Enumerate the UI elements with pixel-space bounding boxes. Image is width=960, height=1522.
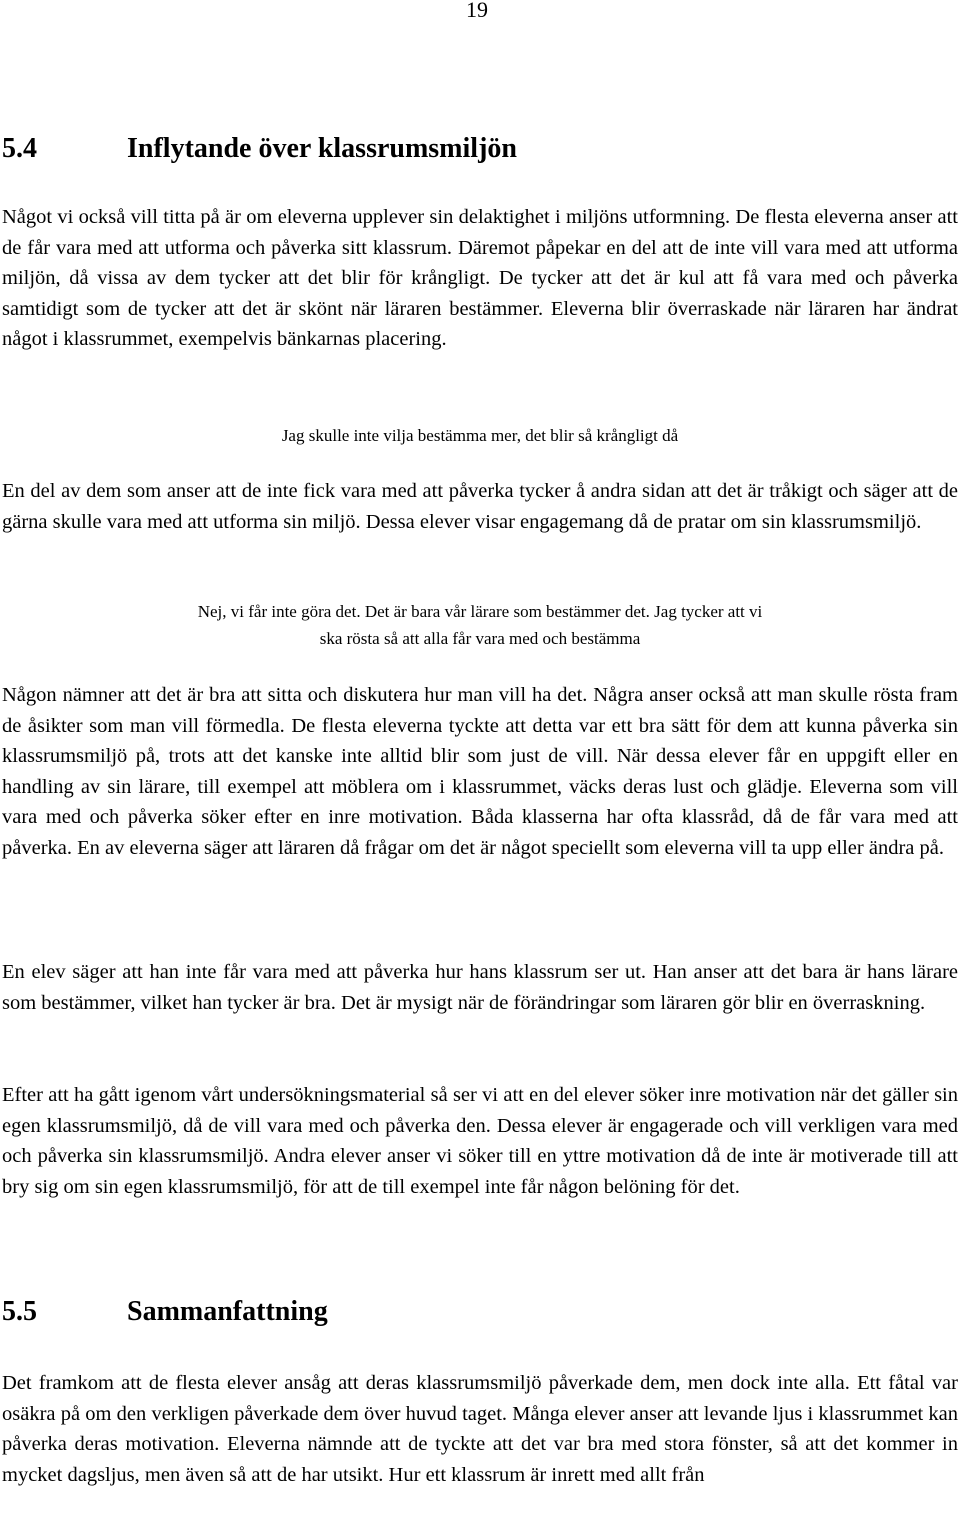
section-title: Inflytande över klassrumsmiljön [127, 133, 517, 164]
paragraph: Något vi också vill titta på är om eleverna upplever sin delaktighet i miljöns utformning. De flesta eleverna anser att de får vara med att utforma och påverka sitt klassrum. Däremot påpekar en del att de inte vill vara med att utforma miljön, då vissa av dem tycker att det blir för krångligt. De tycker att det är kul att få vara med och påverka samtidigt som de tycker att det är skönt när läraren bestämmer. Eleverna blir överraskade när läraren har ändrat något i klassrummet, exempelvis bänkarnas placering. [2, 206, 958, 351]
section-heading-5-5 [2, 1294, 328, 1330]
paragraph: Någon nämner att det är bra att sitta och diskutera hur man vill ha det. Några anser också att man skulle rösta fram de åsikter som man vill förmedla. De flesta eleverna tyckte att detta var ett bra sätt för dem att kunna påverka sin klassrumsmiljö på, trots att det kanske inte alltid blir som just de vill. När dessa elever får en uppgift eller en handling av sin lärare, till exempel att möblera om i klassrummet, väcks deras lust och glädje. Eleverna som vill vara med och påverka söker efter en inre motivation. Båda klasserna har ofta klassråd, då de får vara med att påverka. En av eleverna säger att läraren då frågar om det är något speciellt som eleverna vill ta upp eller ändra på. [2, 684, 958, 859]
section-heading-5-4 [2, 131, 517, 167]
paragraph: Det framkom att de flesta elever ansåg att deras klassrumsmiljö påverkade dem, men dock inte alla. Ett fåtal var osäkra på om den verkligen påverkade dem över huvud taget. Många elever anser att levande ljus i klassrummet kan påverka deras motivation. Eleverna nämnde att de tyckte att det var bra med stora fönster, så att det kommer in mycket dagsljus, men även så att de har utsikt. Hur ett klassrum är inrett med allt från [2, 1372, 958, 1486]
quote: Jag skulle inte vilja bestämma mer, det blir så krångligt då [281, 426, 679, 445]
section-number: 5.5 [2, 1296, 37, 1327]
section-title: Sammanfattning [127, 1296, 328, 1327]
page-number: 19 [466, 0, 488, 22]
paragraph: Efter att ha gått igenom vårt undersökningsmaterial så ser vi att en del elever söker inre motivation när det gäller sin egen klassrumsmiljö, då de vill vara med och påverka den. Dessa elever är engagerade och vill verkligen vara med och påverka sin klassrumsmiljö. Andra elever anser vi söker till en yttre motivation då de inte är motiverade till att bry sig om sin egen klassrumsmiljö, för att de till exempel inte får någon belöning för det. [2, 1084, 958, 1198]
quote-line: ska rösta så att alla får vara med och bestämma [319, 628, 641, 648]
paragraph: En del av dem som anser att de inte fick vara med att påverka tycker å andra sidan att det är tråkigt och säger att de gärna skulle vara med att utforma sin miljö. Dessa elever visar engagemang då de pratar om sin klassrumsmiljö. [2, 480, 958, 533]
quote [0, 599, 960, 652]
paragraph: En elev säger att han inte får vara med att påverka hur hans klassrum ser ut. Han anser att det bara är hans lärare som bestämmer, vilket han tycker är bra. Det är mysigt när de förändringar som läraren gör blir en överraskning. [2, 961, 958, 1014]
quote-line: Nej, vi får inte göra det. Det är bara vår lärare som bestämmer det. Jag tycker att vi [197, 602, 763, 621]
section-number: 5.4 [2, 133, 37, 164]
